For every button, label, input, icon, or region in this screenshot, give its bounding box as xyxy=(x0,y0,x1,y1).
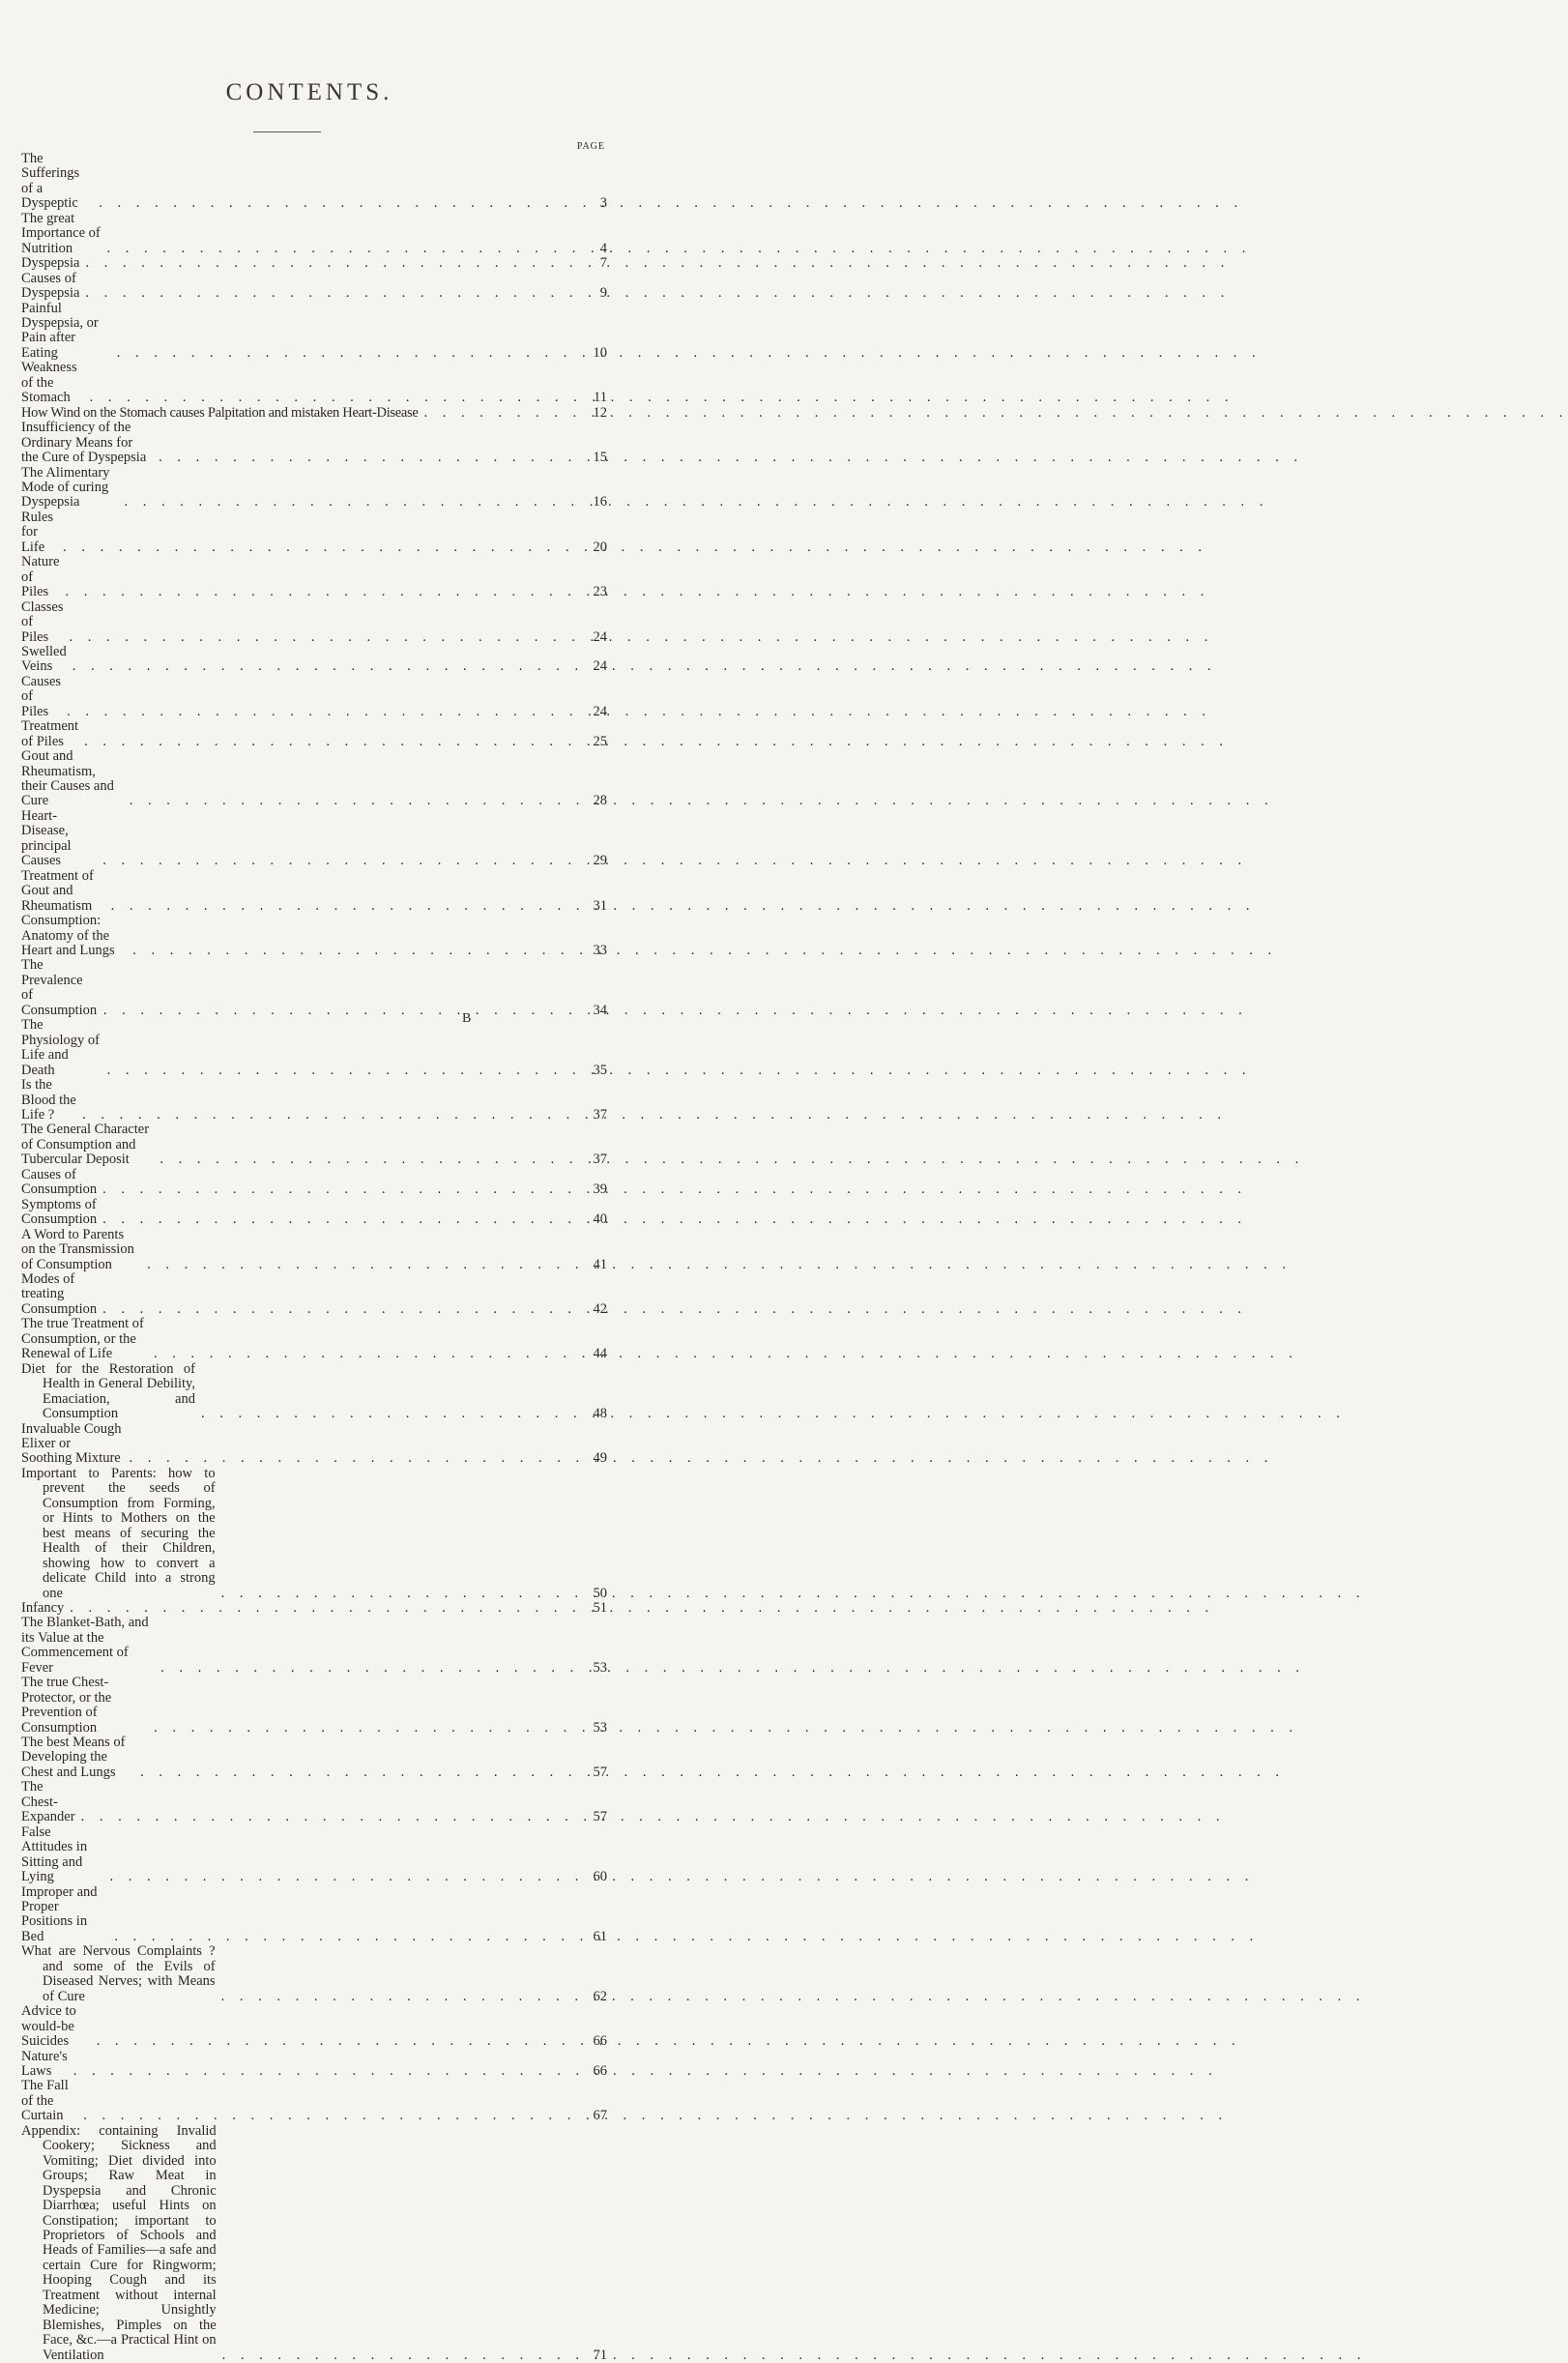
toc-entry xyxy=(21,1228,607,1272)
entry-page: 53 xyxy=(593,1719,607,1736)
dot-leader xyxy=(124,1451,582,1466)
dot-leader xyxy=(64,1601,582,1616)
dot-leader xyxy=(84,391,582,405)
entry-title: False Attitudes in Sitting and Lying xyxy=(21,1823,88,1885)
dot-leader xyxy=(419,406,582,421)
toc-entry xyxy=(21,1168,607,1198)
entry-page: 50 xyxy=(593,1585,607,1601)
entry-page: 35 xyxy=(593,1062,607,1078)
entry-page: 24 xyxy=(593,658,607,675)
entry-title: The Physiology of Life and Death xyxy=(21,1017,100,1078)
entry-page: 25 xyxy=(593,733,607,749)
entry-title: Infancy xyxy=(21,1599,65,1616)
entry-page: 24 xyxy=(593,628,607,645)
entry-title: Treatment of Gout and Rheumatism xyxy=(21,867,94,914)
entry-page: 16 xyxy=(593,494,607,511)
toc-entry xyxy=(21,1780,607,1824)
entry-title: The Alimentary Mode of curing Dyspepsia xyxy=(21,464,110,511)
entry-page: 66 xyxy=(593,2063,607,2079)
dot-leader xyxy=(148,1721,582,1736)
entry-page: 57 xyxy=(593,1764,607,1780)
toc-entry xyxy=(21,1676,607,1736)
toc-entry xyxy=(21,1944,607,2004)
entry-title: Advice to would-be Suicides xyxy=(21,2003,76,2050)
toc-entry xyxy=(21,1018,607,1078)
entry-page: 28 xyxy=(593,793,607,809)
dot-leader xyxy=(118,495,582,510)
entry-title: Diet for the Restoration of Health in General Debility, Emaciation, and Consumption xyxy=(21,1360,195,1422)
entry-title: Modes of treating Consumption xyxy=(21,1270,98,1317)
dot-leader xyxy=(98,1004,582,1018)
toc-entry xyxy=(21,749,607,809)
dot-leader xyxy=(64,630,583,645)
entry-page: 51 xyxy=(593,1599,607,1616)
entry-page: 60 xyxy=(593,1869,607,1885)
entry-title: Consumption: Anatomy of the Heart and Lungs xyxy=(21,913,115,959)
entry-page: 37 xyxy=(593,1152,607,1168)
toc-entry xyxy=(21,212,607,256)
entry-page: 41 xyxy=(593,1256,607,1272)
dot-leader xyxy=(67,659,582,674)
entry-title: Invaluable Cough Elixer or Soothing Mixture xyxy=(21,1420,122,1467)
toc-entry xyxy=(21,914,607,958)
entry-page: 33 xyxy=(593,943,607,959)
entry-page: 34 xyxy=(593,1002,607,1018)
entry-title: The General Character of Consumption and Tubercular Deposit xyxy=(21,1122,150,1168)
entry-page: 37 xyxy=(593,1107,607,1123)
dot-leader xyxy=(79,286,582,301)
toc-entry xyxy=(21,719,607,749)
dot-leader xyxy=(104,1870,582,1884)
toc-entry xyxy=(21,1317,607,1361)
entry-title: Gout and Rheumatism, their Causes and Cure xyxy=(21,748,114,809)
dot-leader xyxy=(154,1152,582,1167)
toc-entry xyxy=(21,1123,607,1167)
entry-page: 3 xyxy=(599,195,607,212)
entry-title: Causes of Dyspepsia xyxy=(21,270,80,302)
toc-entry xyxy=(21,958,607,1018)
dot-leader xyxy=(134,1765,582,1780)
toc-entry xyxy=(21,1078,607,1123)
entry-title: Dyspepsia xyxy=(21,255,80,272)
entry-title: Important to Parents: how to prevent the seeds of Consumption from Forming, or Hints to Mothers on the best means of securing the Health of their Children, showing how to convert a delicate Child into a strong one xyxy=(21,1465,216,1601)
toc-entry xyxy=(21,1198,607,1228)
entry-title: Rules for Life xyxy=(21,509,54,555)
entry-page: 66 xyxy=(593,2033,607,2050)
toc-entry xyxy=(21,256,607,271)
entry-title: The true Chest-Protector, or the Prevention of Consumption xyxy=(21,1675,112,1736)
entry-title: Treatment of Piles xyxy=(21,718,79,749)
entry-page: 40 xyxy=(593,1211,607,1228)
dot-leader xyxy=(97,1182,582,1197)
entry-page: 12 xyxy=(593,404,607,421)
toc-entry xyxy=(21,2079,607,2123)
dot-leader xyxy=(93,196,582,211)
entry-page: 10 xyxy=(593,344,607,361)
entry-title: The Chest-Expander xyxy=(21,1779,75,1825)
dot-leader xyxy=(108,1930,582,1944)
dot-leader xyxy=(216,1990,582,2004)
dot-leader xyxy=(111,346,582,361)
dot-leader xyxy=(102,1064,582,1078)
toc-entry xyxy=(21,406,607,421)
toc-entry xyxy=(21,1736,607,1780)
entry-title: Symptoms of Consumption xyxy=(21,1196,98,1228)
contents-list xyxy=(21,152,607,2363)
signature-mark: B xyxy=(462,1011,472,1026)
entry-title: Nature's Laws xyxy=(21,2048,68,2079)
dot-leader xyxy=(216,1587,582,1601)
dot-leader xyxy=(61,705,582,719)
entry-title: The best Means of Developing the Chest and Lungs xyxy=(21,1735,126,1780)
entry-page: 23 xyxy=(593,584,607,600)
dot-leader xyxy=(127,944,582,958)
entry-title: Classes of Piles xyxy=(21,598,64,645)
toc-entry xyxy=(21,2004,607,2049)
entry-page: 4 xyxy=(599,240,607,256)
toc-entry xyxy=(21,1272,607,1317)
dot-leader xyxy=(148,1347,582,1361)
entry-page: 20 xyxy=(593,539,607,555)
dot-leader xyxy=(76,1108,582,1123)
toc-entry xyxy=(21,361,607,405)
dot-leader xyxy=(217,2348,582,2363)
dot-leader xyxy=(155,1661,582,1676)
dot-leader xyxy=(102,242,583,256)
toc-entry xyxy=(21,1601,607,1616)
title-rule xyxy=(253,131,321,132)
dot-leader xyxy=(79,256,582,271)
toc-entry xyxy=(21,600,607,645)
entry-title: The true Treatment of Consumption, or the Renewal of Life xyxy=(21,1316,144,1362)
entry-title: Painful Dyspepsia, or Pain after Eating xyxy=(21,300,99,361)
entry-page: 62 xyxy=(593,1988,607,2004)
dot-leader xyxy=(77,2109,582,2123)
dot-leader xyxy=(97,1212,582,1227)
dot-leader xyxy=(97,1302,582,1317)
toc-entry xyxy=(21,645,607,675)
dot-leader xyxy=(105,899,582,914)
entry-page: 29 xyxy=(593,853,607,869)
dot-leader xyxy=(141,1258,582,1272)
entry-title: Appendix: containing Invalid Cookery; Sickness and Vomiting; Diet divided into Groups; Raw Meat in Dyspepsia and Chronic Diarrhœa; useful Hints on Constipation; important to Proprietors of Schools and Heads of Families—a safe and certain Cure for Ringworm; Hooping Cough and its Treatment without internal Medicine; Unsightly Blemishes, Pimples on the Face, &c.—a Practical Hint on Ventilation xyxy=(21,2122,217,2363)
page-column-label: PAGE xyxy=(576,141,605,152)
entry-title: The Blanket-Bath, and its Value at the Commencement of Fever xyxy=(21,1615,149,1676)
entry-page: 71 xyxy=(593,2347,607,2363)
entry-title: The Fall of the Curtain xyxy=(21,2078,69,2124)
entry-title: How Wind on the Stomach causes Palpitation and mistaken Heart-Disease xyxy=(21,404,419,421)
dot-leader xyxy=(97,854,582,868)
entry-page: 67 xyxy=(593,2108,607,2124)
toc-entry xyxy=(21,152,607,212)
entry-page: 49 xyxy=(593,1450,607,1467)
dot-leader xyxy=(78,735,582,749)
entry-title: The Prevalence of Consumption xyxy=(21,957,98,1018)
entry-title: Causes of Consumption xyxy=(21,1166,98,1198)
entry-page: 57 xyxy=(593,1809,607,1825)
entry-page: 11 xyxy=(594,390,607,406)
dot-leader xyxy=(91,2034,582,2049)
entry-page: 61 xyxy=(593,1928,607,1944)
toc-entry xyxy=(21,1825,607,1885)
entry-page: 42 xyxy=(593,1300,607,1317)
entry-title: The great Importance of Nutrition xyxy=(21,210,101,256)
toc-entry xyxy=(21,675,607,719)
entry-title: Improper and Proper Positions in Bed xyxy=(21,1883,98,1944)
entry-title: Heart-Disease, principal Causes xyxy=(21,807,72,869)
toc-entry xyxy=(21,2124,607,2363)
toc-entry xyxy=(21,555,607,599)
entry-title: Nature of Piles xyxy=(21,554,60,600)
page-title: CONTENTS. xyxy=(225,79,393,105)
dot-leader xyxy=(68,2064,582,2079)
entry-page: 15 xyxy=(593,450,607,466)
dot-leader xyxy=(75,1810,582,1824)
dot-leader xyxy=(153,451,582,465)
entry-page: 24 xyxy=(593,703,607,719)
entry-page: 31 xyxy=(593,897,607,914)
entry-page: 48 xyxy=(593,1406,607,1422)
entry-title: Causes of Piles xyxy=(21,673,62,719)
entry-page: 39 xyxy=(593,1182,607,1198)
entry-title: A Word to Parents on the Transmission of Consumption xyxy=(21,1226,134,1272)
toc-entry xyxy=(21,1422,607,1467)
dot-leader xyxy=(124,794,582,808)
toc-entry xyxy=(21,1467,607,1601)
entry-page: 44 xyxy=(593,1346,607,1362)
entry-title: Insufficiency of the Ordinary Means for the Cure of Dyspepsia xyxy=(21,420,147,466)
toc-entry xyxy=(21,1362,607,1422)
toc-entry xyxy=(21,809,607,869)
toc-entry xyxy=(21,421,607,465)
dot-leader xyxy=(195,1407,582,1421)
toc-entry xyxy=(21,2050,607,2080)
toc-entry xyxy=(21,466,607,511)
dot-leader xyxy=(57,540,582,555)
entry-page: 9 xyxy=(599,285,607,302)
entry-title: What are Nervous Complaints ? and some of the Evils of Diseased Nerves; with Means of Cure xyxy=(21,1943,216,2004)
entry-title: Swelled Veins xyxy=(21,643,67,675)
toc-entry xyxy=(21,302,607,362)
entry-title: The Sufferings of a Dyspeptic xyxy=(21,151,80,212)
entry-title: Weakness of the Stomach xyxy=(21,360,77,406)
entry-title: Is the Blood the Life ? xyxy=(21,1077,76,1123)
toc-entry xyxy=(21,869,607,914)
toc-entry xyxy=(21,272,607,302)
toc-entry xyxy=(21,1885,607,1945)
entry-page: 7 xyxy=(599,255,607,272)
entry-page: 53 xyxy=(593,1659,607,1676)
dot-leader xyxy=(60,585,582,599)
toc-entry xyxy=(21,511,607,555)
toc-entry xyxy=(21,1616,607,1676)
